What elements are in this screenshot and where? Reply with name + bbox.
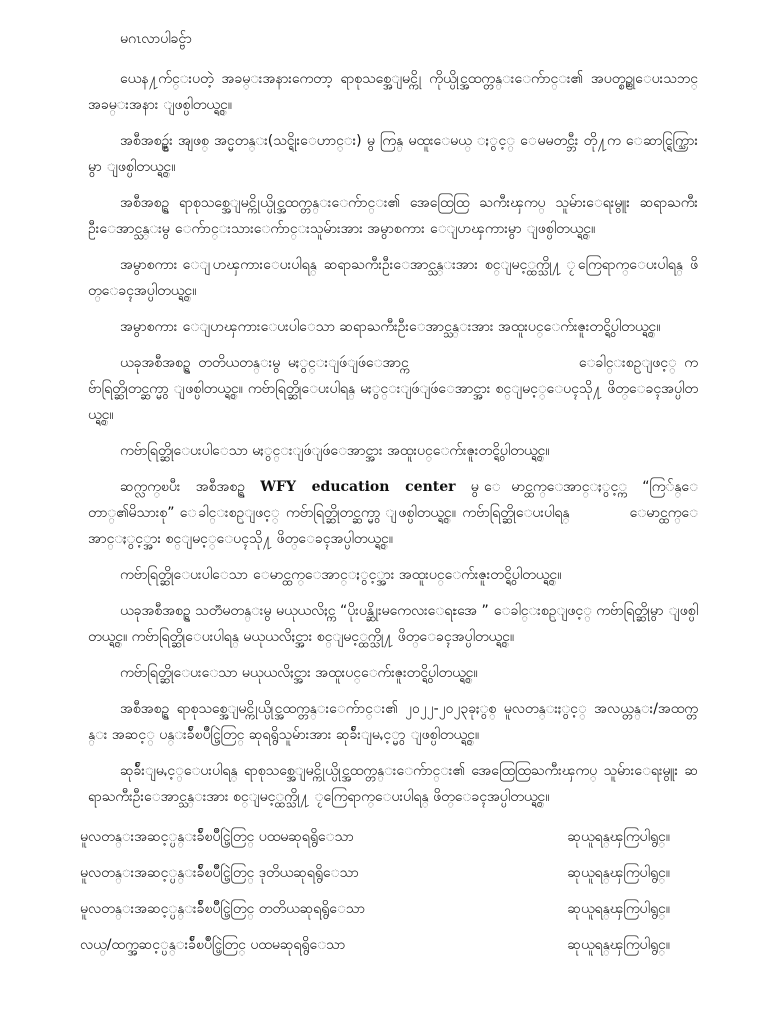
paragraph-5: အမွာစကား ေျပာၾကားေပးပါေသာ ဆရာႀကီးဦးေအာင္သန္းအား အထူးပင္ေက်းဇူးတင္ရွိပါတယ္ရွင္။ xyxy=(120,319,661,335)
paragraph-7: ကဗ်ာရြတ္ဆိုေပးပါေသာ မႏွင္းျဖဴျဖဴေအာင္အား အထူးပင္ေက်းဇူးတင္ရွိပါတယ္ရွင္။ xyxy=(120,443,550,459)
paragraph-6 xyxy=(88,350,698,428)
paragraph-11: ကဗ်ာရြတ္ဆိုေပးေသာ မယုယလိႈင္အား အထူးပင္ေက်းဇူးတင္ရွိပါတယ္ရွင္။ xyxy=(120,665,478,681)
paragraph-12: အစီအစဥ္ရ ရာစုသစ္အေျမင္ကိုယ္ပိုင္အထက္တန္းေက်ာင္း၏ ၂၀၂၂-၂၀၂၃ခုႏွစ္ မူလတန္းႏွင့္ အလယ္တန္း/အထက္တန္း အဆင့္ ပန္းခ်ီၿပိဳင္ပြဲတြင္ ဆုရရွိသူမ်ားအား ဆုခ်ီးျမႇင့္မွာ ျဖစ္ပါတယ္ရွင္။ xyxy=(88,701,698,743)
paragraph-3: အစီအစဥ္ရ ရာစုသစ္အေျမင္ကိုယ္ပိုင္အထက္တန္းေက်ာင္း၏ အေထြေထြ ႀကီးၾကပ္ သူမ်ားေရးမွူး ဆရာႀကီး ဦးေအာင္သန္းမွ ေက်ာင္းသားေက်ာင္းသူမ်ားအား အမွာစကား ေျပာၾကားမွာ ျဖစ္ပါတယ္ရွင္။ xyxy=(88,195,698,237)
greeting-title: မဂၤလာပါခင္ဗ်ာ xyxy=(120,31,192,47)
paragraph-8 xyxy=(88,474,698,552)
award-label: မူလတန္းအဆင့္ပန္းခ်ီၿပိဳင္ပြဲတြင္ ဒုတိယဆုရရွိေသာ xyxy=(80,865,359,881)
award-list xyxy=(80,824,698,968)
paragraph-1: ယေန႔က်င္းပတဲ့ အခမ္းအနားကေတာ့ ရာစုသစ္အေျမင္ကို ကိုယ္ပိုင္အထက္တန္းေက်ာင္း၏ အပတ္စဥ္ဆုေပးသဘင္ အခမ္းအနား ျဖစ္ပါတယ္ရွင္။ xyxy=(88,71,698,113)
award-row xyxy=(80,860,670,896)
paragraph-8-part-3: ေခါင္းစဥ္ျဖင့္ ကဗ်ာရြတ္ဆိုတင္ဆက္မွာ ျဖစ္ပါတယ္ရွင္။ ကဗ်ာရြတ္ဆိုေပးပါရန္ xyxy=(198,505,570,521)
award-label: မူလတန္းအဆင့္ပန္းခ်ီၿပိဳင္ပြဲတြင္ တတိယဆုရရွိေသာ xyxy=(80,901,366,917)
paragraph-6-part-1: ယခုအစီအစဥ္ရ တတိယတန္းမွ မႏွင္းျဖဴျဖဴေအာင္က xyxy=(120,355,409,371)
paragraph-9: ကဗ်ာရြတ္ဆိုေပးပါေသာ ေမာင္ထက္ေအာင္ႏွင့္အား အထူးပင္ေက်းဇူးတင္ရွိပါတယ္ရွင္။ xyxy=(120,567,562,583)
paragraph-10: ယခုအစီအစဥ္ရ သတၱမတန္းမွ မယုယလိႈင္က “ပိုးပန္ဆိုးမကေလးေရႊအေ ” ေခါင္းစဥ္ျဖင့္ ကဗ်ာရြတ္ဆိုမွာ ျဖစ္ပါတယ္ရွင္။ ကဗ်ာရြတ္ဆိုေပးပါရန္ မယုယလိႈင္အား စင္ျမင့္ထက္သို႔ ဖိတ္ေခၚအပ္ပါတယ္ရွင္။ xyxy=(88,603,698,645)
paragraph-8-part-4: ေမာင္ထက္ေအာင္ႏွင့္အား စင္ျမင့္ေပၚသို႔ ဖိတ္ေခၚအပ္ပါတယ္ရွင္။ xyxy=(88,505,698,547)
paragraph-4: အမွာစကား ေျပာၾကားေပးပါရန္ ဆရာႀကီးဦးေအာင္သန္းအား စင္ျမင့္ထက္သို႔ ႂကြေရာက္ေပးပါရန္ ဖိတ္ေခၚအပ္ပါတယ္ရွင္။ xyxy=(88,257,698,299)
paragraph-6-part-2: ေခါင္းစဥ္ျဖင့္ ကဗ်ာရြတ္ဆိုတင္ဆက္မွာ ျဖစ္ပါတယ္ရွင္။ ကဗ်ာရြတ္ဆိုေပးပါရန္ မႏွင္းျဖဴျဖဴေအာင္အား စင္ျမင့္ေပၚသို႔ ဖိတ္ေခၚအပ္ပါတယ္ရွင္။ xyxy=(88,355,699,423)
award-row xyxy=(80,824,670,860)
award-label: လယ္/ထက္အဆင့္ပန္းခ်ီၿပိဳင္ပြဲတြင္ ပထမဆုရရွိေသာ xyxy=(80,937,346,953)
paragraph-13: ဆုခ်ီးျမႇင့္ေပးပါရန္ ရာစုသစ္အေျမင္ကိုယ္ပိုင္အထက္တန္းေက်ာင္း၏ အေထြေထြႀကီးၾကပ္ သူမ်ားေရးမွူး ဆရာႀကီးဦးေအာင္သန္းအား စင္ျမင့္ထက္သို႔ ႂကြေရာက္ေပးပါရန္ ဖိတ္ေခၚအပ္ပါတယ္ရွင္။ xyxy=(88,763,698,805)
paragraph-8-part-2: မွ ေမာင္ထက္ေအာင္ႏွင့္က “ကြ်န္ေတာ္၏မိသားစု” xyxy=(88,479,699,521)
award-row xyxy=(80,896,670,932)
award-label: မူလတန္းအဆင့္ပန္းခ်ီၿပိဳင္ပြဲတြင္ ပထမဆုရရွိေသာ xyxy=(80,829,354,845)
award-row xyxy=(80,932,670,968)
award-call: ဆုယူရန္ၾကြပါရွင္။ xyxy=(567,937,670,953)
award-call: ဆုယူရန္ၾကြပါရွင္။ xyxy=(567,901,670,917)
brand-name: WFY education center xyxy=(260,479,456,495)
paragraph-2: အစီအစဥ္မွဴး အျဖစ္ အင္မတန္း(သင္ရိုးေဟာင္း) မွ ကြန္ မထူးေမယ္ ႏွင့္ ေမမတင္ဘီး တို႔က ေဆာင္ရြက္သြားမွာ ျဖစ္ပါတယ္ရွင္။ xyxy=(88,133,698,175)
award-call: ဆုယူရန္ၾကြပါရွင္။ xyxy=(567,829,670,845)
paragraph-8-part-1: ဆက္လက္ၿပီး အစီအစဥ္ရ xyxy=(120,479,245,495)
award-call: ဆုယူရန္ၾကြပါရွင္။ xyxy=(567,865,670,881)
